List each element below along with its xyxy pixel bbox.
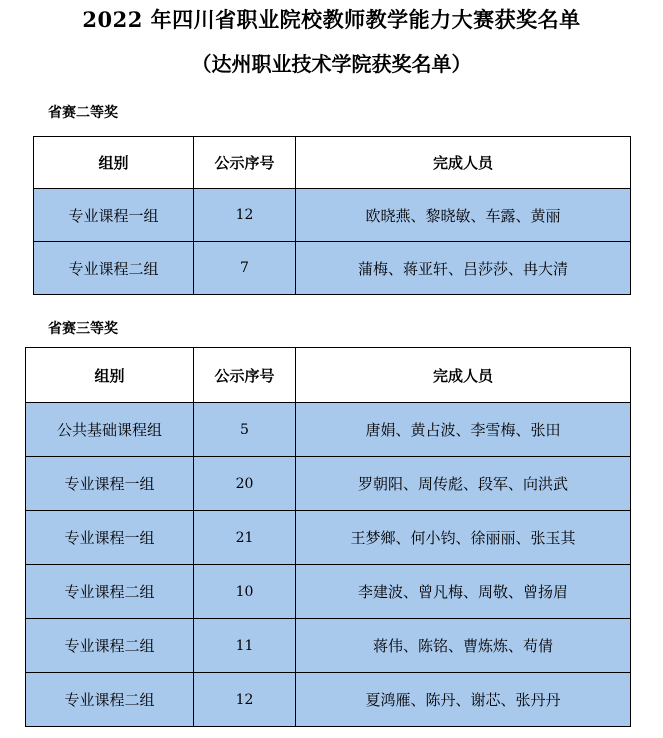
table-row bbox=[26, 673, 631, 727]
table-row bbox=[26, 511, 631, 565]
cell-group: 专业课程二组 bbox=[26, 565, 194, 619]
section-heading-second-prize: 省赛二等奖 bbox=[48, 105, 118, 121]
column-header-members: 完成人员 bbox=[296, 137, 631, 189]
cell-members: 欧晓燕、黎晓敏、车露、黄丽 bbox=[296, 189, 631, 242]
second-prize-table bbox=[33, 136, 631, 295]
column-header-group: 组别 bbox=[26, 348, 194, 403]
table-header-row bbox=[26, 348, 631, 403]
table-row bbox=[26, 619, 631, 673]
table-row bbox=[34, 189, 631, 242]
cell-members: 蒲梅、蒋亚轩、吕莎莎、冉大清 bbox=[296, 242, 631, 295]
cell-number: 7 bbox=[194, 242, 296, 295]
cell-group: 专业课程一组 bbox=[26, 457, 194, 511]
cell-number: 21 bbox=[194, 511, 296, 565]
cell-members: 蒋伟、陈铭、曹炼炼、苟倩 bbox=[296, 619, 631, 673]
cell-group: 公共基础课程组 bbox=[26, 403, 194, 457]
cell-number: 20 bbox=[194, 457, 296, 511]
column-header-members: 完成人员 bbox=[296, 348, 631, 403]
column-header-group: 组别 bbox=[34, 137, 194, 189]
page-subtitle: （达州职业技术学院获奖名单） bbox=[191, 52, 472, 76]
cell-number: 11 bbox=[194, 619, 296, 673]
section-heading-third-prize: 省赛三等奖 bbox=[48, 321, 118, 337]
cell-group: 专业课程二组 bbox=[34, 242, 194, 295]
table-row bbox=[26, 403, 631, 457]
table-row bbox=[26, 457, 631, 511]
cell-number: 10 bbox=[194, 565, 296, 619]
cell-number: 12 bbox=[194, 189, 296, 242]
table-row bbox=[34, 242, 631, 295]
page-title: 2022 年四川省职业院校教师教学能力大赛获奖名单 bbox=[82, 7, 581, 32]
cell-group: 专业课程二组 bbox=[26, 619, 194, 673]
column-header-number: 公示序号 bbox=[194, 348, 296, 403]
cell-group: 专业课程一组 bbox=[34, 189, 194, 242]
cell-number: 12 bbox=[194, 673, 296, 727]
cell-members: 李建波、曾凡梅、周敬、曾扬眉 bbox=[296, 565, 631, 619]
cell-group: 专业课程一组 bbox=[26, 511, 194, 565]
cell-group: 专业课程二组 bbox=[26, 673, 194, 727]
cell-members: 罗朝阳、周传彪、段军、向洪武 bbox=[296, 457, 631, 511]
cell-number: 5 bbox=[194, 403, 296, 457]
cell-members: 唐娟、黄占波、李雪梅、张田 bbox=[296, 403, 631, 457]
cell-members: 王梦鄉、何小钧、徐丽丽、张玉其 bbox=[296, 511, 631, 565]
third-prize-table bbox=[25, 347, 631, 727]
table-header-row bbox=[34, 137, 631, 189]
table-row bbox=[26, 565, 631, 619]
cell-members: 夏鸿雁、陈丹、谢芯、张丹丹 bbox=[296, 673, 631, 727]
column-header-number: 公示序号 bbox=[194, 137, 296, 189]
